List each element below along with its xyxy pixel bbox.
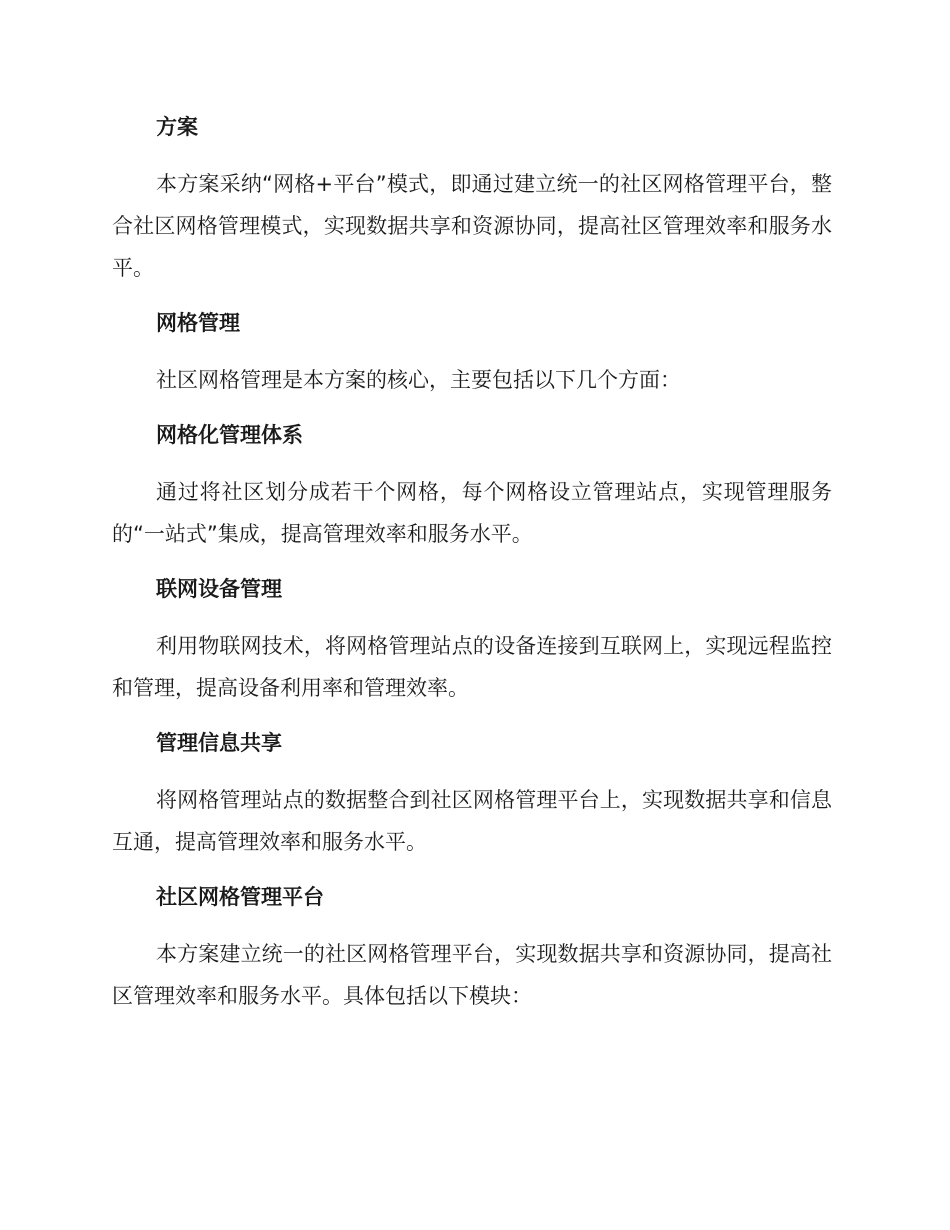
section-paragraph-plan: 本方案采纳“网格+平台”模式，即通过建立统一的社区网格管理平台，整合社区网格管理模式，实现数据共享和资源协同，提高社区管理效率和服务水平。: [112, 172, 832, 280]
section-heading-platform: 社区网格管理平台: [156, 885, 324, 909]
section-heading-grid-management: 网格管理: [156, 311, 240, 335]
section-heading-grid-system: 网格化管理体系: [156, 423, 303, 447]
section-paragraph-grid-system: 通过将社区划分成若干个网格，每个网格设立管理站点，实现管理服务的“一站式”集成，提高管理效率和服务水平。: [112, 480, 832, 546]
section-heading-networked-devices: 联网设备管理: [156, 577, 282, 601]
section-heading-info-sharing: 管理信息共享: [156, 731, 282, 755]
section-paragraph-grid-management: 社区网格管理是本方案的核心，主要包括以下几个方面：: [156, 368, 681, 392]
section-heading-plan: 方案: [156, 115, 198, 139]
section-paragraph-platform: 本方案建立统一的社区网格管理平台，实现数据共享和资源协同，提高社区管理效率和服务水平。具体包括以下模块：: [112, 942, 832, 1008]
section-paragraph-info-sharing: 将网格管理站点的数据整合到社区网格管理平台上，实现数据共享和信息互通，提高管理效率和服务水平。: [112, 788, 832, 854]
section-paragraph-networked-devices: 利用物联网技术，将网格管理站点的设备连接到互联网上，实现远程监控和管理，提高设备利用率和管理效率。: [112, 634, 832, 700]
document-page: [112, 109, 832, 1017]
